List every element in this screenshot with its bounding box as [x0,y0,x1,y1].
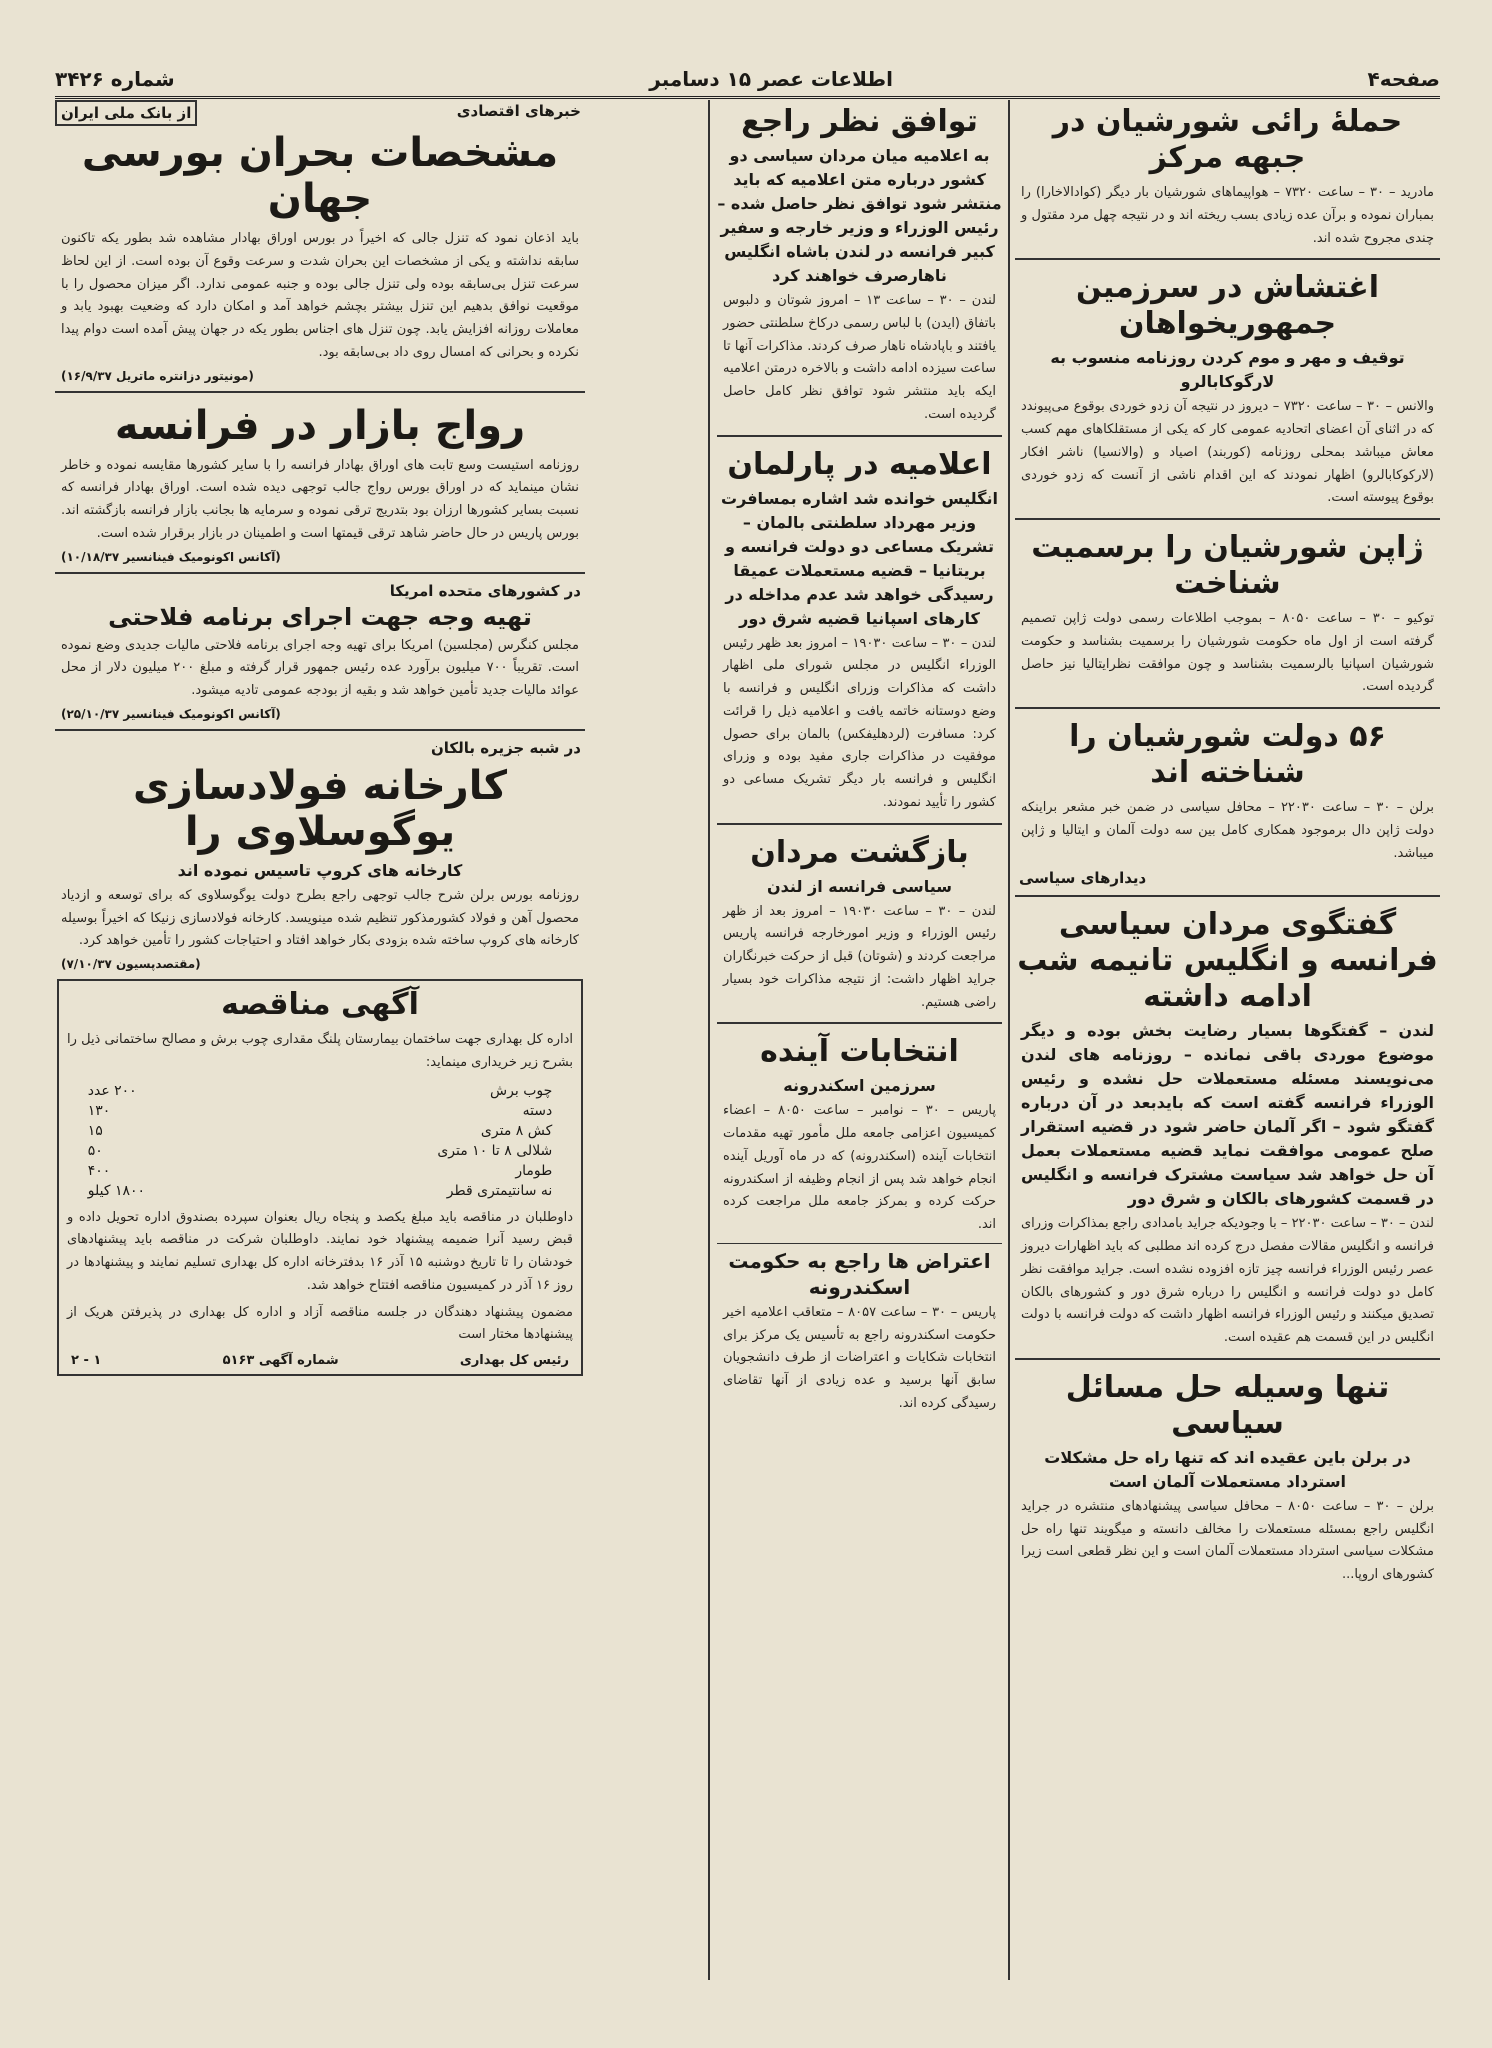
ad-item-name: دسته [522,1102,553,1119]
article-body: باید اذعان نمود که تنزل جالی که اخیراً در بورس اوراق بهادار مشاهده شد بطور یکه تاکنون سابقه نداشته و یکی از مشخصات این بحران شدت و سرعت وقوع آن بوده است. از این لحاظ سرعت تنزل بی‌سابقه بوده ولی تنزل جالی بوده و جنبه عمومی ندارد. اگر میزان محصول را با موقعیت نوافق بدهیم این تنزل بیشتر بچشم خواهد آمد و امکان دارد که وضعیت بهبود یابد و معاملات روزانه افزایش یابد. چون تنزل های اجناس بطور یکه در جهان پیش آمده است دوام پیدا نکرده و بحرانی که امسال روی داد بی‌سابقه بود. [61,231,579,360]
ad-title: آگهی مناقصه [221,987,419,1023]
article-body: روزنامه بورس برلن شرح جالب توجهی راجع بطرح دولت یوگوسلاوی که برای توسعه و ازدیاد محصول آهن و فولاد کشورمذکور تنظیم شده مینویسد. کارخانه فولادسازی زنیکا که اخیراً بوسیله کارخانه های کروپ ساخته شده بزودی بکار خواهد افتاد و احتیاجات کشور را تأمین خواهد کرد. [61,887,579,949]
divider [717,823,1002,825]
article-body: برلن – ۳۰ – ساعت ۲۲۰۳۰ – محافل سیاسی در ضمن خبر مشعر براینکه دولت ژاپن دال برموجود همکاری کامل بین سه دولت آلمان و ایتالیا و ژاپن میباشد. [1021,800,1434,861]
article-source: (آکانس اکونومیک فینانسیر ۱۰/۱۸/۳۷) [61,549,281,564]
article-lead: لندن – گفتگوها بسیار رضایت بخش بوده و دیگر موضوع موردی باقی نمانده – روزنامه های لندن می‌نویسند مسئله مستعملات حل نشده و رئیس الوزراء فرانسه گفته است که بایدبعد در آن درباره گفتگو شود – اگر آلمان حاضر شود در قضیه استقرار صلح عمومی موافقت نماید قضیه مستعملات بعمل آن حل خواهد شد سیاست مشترک فرانسه و انگلیس در قسمت کشورهای بالکان و شرق دور [1021,1021,1434,1209]
ad-number: شماره آگهی ۵۱۶۳ [222,1353,339,1369]
article-body: روزنامه استیست وسع تابت های اوراق بهادار فرانسه را با سایر کشورها مقایسه نموده و خاطر نشان مینماید که در اوراق بورس رواج جالب توجهی دیده شده است. اوراق بهادار فرانسه که نسبت بسایر کشورها ارزان بود بتدریج ترقی نموده و سرمایه ها بجانب بازار فرانسه بازگشته اند. بورس پاریس در حال حاضر شاهد ترقی قیمتها است و اطمینان در بازار برقرار شده است. [61,457,579,541]
ad-item-name: طومار [515,1162,553,1179]
article-body: لندن – ۳۰ – ساعت ۱۹۰۳۰ – امروز بعد از ظهر رئیس الوزراء و وزیر امورخارجه فرانسه پاریس مراجعت کردند و (شوتان) قبل از حرکت خبرنگاران جراید اظهار داشت: از نتیجه مذاکرات خود بسیار راضی هستیم. [723,903,996,1010]
ad-item-qty: ۱۸۰۰ کیلو [87,1182,146,1199]
divider [55,729,585,731]
divider [55,391,585,393]
article-source: (مونیتور دزانتره ماتریل ۱۶/۹/۳۷) [61,368,254,383]
article-headline: گفتگوی مردان سیاسی فرانسه و انگلیس تانیمه شب ادامه داشته [1017,907,1438,1015]
section-label: در کشورهای متحده امریکا [389,581,581,600]
ad-sequence: ۱ - ۲ [71,1353,102,1369]
ad-item-name: کش ۸ متری [480,1122,553,1139]
article-headline: تنها وسیله حل مسائل سیاسی [1065,1369,1390,1441]
article-body: توکیو – ۳۰ – ساعت ۸۰۵۰ – بموجب اطلاعات رسمی دولت ژاپن تصمیم گرفته است از اول ماه حکومت شورشیان را برسمیت بشناسد و حکومت شورشیان اسپانیا بالرسمیت بشناسد و چون موافقت نظرایتالیا نیز حاصل گردیده است. [1021,611,1435,695]
article-body: پاریس – ۳۰ – نوامبر – ساعت ۸۰۵۰ – اعضاء کمیسیون اعزامی جامعه ملل مأمور تهیه مقدمات انتخابات آینده (اسکندرونه) که در ماه آوریل آینده انجام خواهد شد پس از انجام وظیفه از اسکندرونه حرکت کرده و بمرکز جامعه ملل مراجعت کرده اند. [723,1103,996,1232]
ad-item-row [82,1121,559,1141]
divider [1015,895,1440,897]
section-header [55,100,585,126]
section-label: دیدارهای سیاسی [1019,869,1147,888]
article-body: مادرید – ۳۰ – ساعت ۷۳۲۰ – هواپیماهای شورشیان بار دیگر (کوادالاخارا) را بمباران نموده و برآن عده زیادی بسب ریخته اند و در نتیجه چهل مرد مقتول و چندی مجروح شده اند. [1021,185,1434,246]
ad-item-qty: ۴۰۰ [87,1162,111,1179]
page-label: صفحه۴ [1367,67,1440,91]
ad-item-row [82,1081,559,1101]
left-column [55,100,585,1980]
article-headline: ژاپن شورشیان را برسمیت شناخت [1031,530,1424,601]
ad-item-row [82,1101,559,1121]
ad-footer-text: مضمون پیشنهاد دهندگان در جلسه مناقصه آزاد و اداره کل بهداری در پذیرفتن هریک از پیشنهادها مختار است [67,1304,573,1343]
article-subheadline: انگلیس خوانده شد اشاره بمسافرت وزیر مهرداد سلطنتی بالمان – تشریک مساعی دو دولت فرانسه و بریتانیا – قضیه مستعملات عمیقا رسیدگی خواهد شد عدم مداخله در کارهای اسپانیا قضیه شرق دور [721,488,998,628]
ad-item-row [82,1161,559,1181]
divider [1015,518,1440,520]
ad-footer [61,1349,579,1372]
article-headline: رواج بازار در فرانسه [114,402,526,449]
section-label: خبرهای اقتصادی [456,102,581,120]
section-label: از بانک ملی ایران [55,100,197,126]
section-label: در شبه جزیره بالکان [431,738,581,757]
article-subheadline: توقیف و مهر و موم کردن روزنامه منسوب به لارگوکابالرو [1050,348,1405,392]
ad-item-qty: ۱۵ [87,1122,103,1139]
ad-sign: رئیس کل بهداری [459,1353,569,1369]
article-headline: اغتشاش در سرزمین جمهوریخواهان [1075,270,1380,342]
article-source: (آکانس اکونومیک فینانسیر ۲۵/۱۰/۳۷) [61,706,281,721]
tender-advertisement [57,979,583,1376]
article-body: والانس – ۳۰ – ساعت ۷۳۲۰ – دیروز در نتیجه آن زدو خوردی بوقوع می‌پیوندد که در اثنای آن اعضای اتحادیه عمومی کار که یکی از مستقلکاهای مهم کسب معاش میباشد بمحلی روزنامه (کوربند) اصیاد و (والانسیا) ناشر افکار (لارکوکابالرو) اظهار نمودند که این اقدام ناشی از آنست که زدو خوردی بوقوع پیوسته است. [1021,399,1434,506]
right-column [1015,100,1440,1980]
masthead [55,62,1440,99]
issue-number: شماره ۳۴۲۶ [55,67,175,91]
article-headline: کارخانه فولادسازی یوگوسلاوی را [133,762,507,855]
paper-date: اطلاعات عصر ۱۵ دسامبر [649,67,893,91]
divider [1015,707,1440,709]
ad-item-qty: ۱۳۰ [87,1102,111,1119]
article-body: پاریس – ۳۰ – ساعت ۸۰۵۷ – متعاقب اعلامیه اخیر حکومت اسکندرونه راجع به تأسیس یک مرکز برای انتخابات شکایات و اعتراضات از طرف دانشجویان سابق آنها برسید و عده زیادی از آنها تقاضای رسیدگی کرده اند. [723,1304,996,1411]
article-subheadline: کارخانه های کروپ تاسیس نموده اند [177,860,463,880]
column-divider [708,100,710,1980]
article-body: مجلس کنگرس (مجلسین) امریکا برای تهیه وجه اجرای برنامه فلاحتی مالیات جدیدی وضع نموده است. تقریباً ۷۰۰ میلیون برآورد عده رئیس جمهور قرار گرفته و مبلغ ۲۰۰ میلیون دلار از محل عوائد مالیات جدید تأمین خواهد شد و بقیه از بودجه عمومی تادیه میشود. [61,637,579,699]
middle-column [717,100,1002,1980]
ad-intro: اداره کل بهداری جهت ساختمان بیمارستان پلنگ مقداری چوب برش و مصالح ساختمانی ذیل را بشرح زیر خریداری مینماید: [67,1032,573,1070]
ad-item-name: نه سانتیمتری قطر [446,1182,553,1199]
ad-items-table [82,1081,559,1201]
divider [1015,1358,1440,1360]
divider [717,1022,1002,1024]
divider [717,435,1002,437]
article-headline: مشخصات بحران بورسی جهان [81,130,559,222]
ad-item-qty: ۵۰ [87,1142,103,1159]
divider [55,572,585,574]
ad-item-name: چوب برش [490,1082,553,1099]
article-headline: توافق نظر راجع [741,104,978,139]
article-headline: اعلامیه در پارلمان [727,446,992,482]
article-body: لندن – ۳۰ – ساعت ۱۳ – امروز شوتان و دلبوس باتفاق (ایدن) با لباس رسمی درکاخ سلطنتی حضور یافتند و باپادشاه ناهار صرف کردند. مذاکرات آنها تا ساعت سیزده ادامه داشت و بالاخره درمتن اعلامیه ایکه باید منتشر شود توافق نظر کامل حاصل گردیده است. [723,293,996,422]
ad-item-name: شلالی ۸ تا ۱۰ متری [437,1142,553,1159]
article-subheadline: در برلن باین عقیده اند که تنها راه حل مشکلات استرداد مستعملات آلمان است [1044,1447,1411,1491]
article-headline: انتخابات آینده [760,1034,959,1070]
divider [717,1243,1002,1244]
article-body: برلن – ۳۰ – ساعت ۸۰۵۰ – محافل سیاسی پیشنهادهای منتشره در جراید انگلیس راجع بمسئله مستعملات را مخالف دانسته و میگویند تنها راه حل مشکلات سیاسی استرداد مستعملات آلمان است و این نظر قطعی است زیرا کشورهای اروپا... [1021,1498,1434,1582]
article-headline: اعتراض ها راجع به حکومت اسکندرونه [728,1248,991,1299]
divider [1015,258,1440,260]
article-source: (مقتصدپسیون ۷/۱۰/۳۷) [61,957,201,972]
ad-item-row [82,1141,559,1161]
column-divider [1008,100,1010,1980]
article-subheadline: به اعلامیه میان مردان سیاسی دو کشور درباره متن اعلامیه که باید منتشر شود توافق نظر حاصل شده – رئیس الوزراء و وزیر خارجه و سفیر کبیر فرانسه در لندن باشاه انگلیس ناهارصرف خواهند کرد [717,146,1002,285]
article-headline: تهیه وجه جهت اجرای برنامه فلاحتی [108,602,532,631]
article-headline: ۵۶ دولت شورشیان را شناخته اند [1069,719,1386,790]
article-body: لندن – ۳۰ – ساعت ۱۹۰۳۰ – امروز بعد ظهر رئیس الوزراء انگلیس در مجلس شورای ملی اظهار داشت که مذاکرات وزرای انگلیس و فرانسه با وضع دوستانه خاتمه یافت و اعلامیه ذیل را قرائت کرد: مسافرت (لردهلیفکس) بالمان برای حصول موفقیت در مذاکرات جاری مفید بوده و وزرای انگلیس و فرانسه بار دیگر تشریک مساعی دو کشور را تأیید نمودند. [723,635,996,810]
article-subheadline: سیاسی فرانسه از لندن [767,876,952,896]
ad-body: داوطلبان در مناقصه باید مبلغ یکصد و پنجاه ریال بعنوان سپرده بصندوق اداره تحویل داده و قبض رسید آنرا ضمیمه پیشنهاد خود نمایند. داوطلبان شرکت در مناقصه باید پیشنهادهای خودشان را تا تاریخ دوشنبه ۱۵ آذر ۱۶ بدفترخانه اداره کل بهداری تسلیم نمایند و پیشنهادها در روز ۱۶ آذر در کمیسیون مناقصه افتتاح خواهد شد. [67,1209,573,1293]
article-headline: حمله‌ٔ رائی شورشیان در جبهه مرکز [1052,104,1403,175]
ad-item-qty: ۲۰۰ عدد [87,1082,137,1099]
article-body: لندن – ۳۰ – ساعت ۲۲۰۳۰ – با وجودیکه جراید بامدادی راجع بمذاکرات وزرای فرانسه و انگلیس مقالات مفصل درج کرده اند مطلبی که باید اظهارات دیروز عصر رئیس الوزراء فرانسه چیز تازه افزوده نشده است. جراید موافقت نظر کامل دو دولت فرانسه و انگلیس را درباره شرق دور و کشورهای بالکان تصدیق میکنند و رئیس الوزراء فرانسه اظهار داشت که دولت فرانسه با دولت انگلیس در این قسمت هم عقیده است. [1021,1216,1434,1345]
article-subheadline: سرزمین اسکندرونه [783,1076,936,1096]
article-headline: بازگشت مردان [750,834,969,870]
ad-item-row [82,1181,559,1201]
